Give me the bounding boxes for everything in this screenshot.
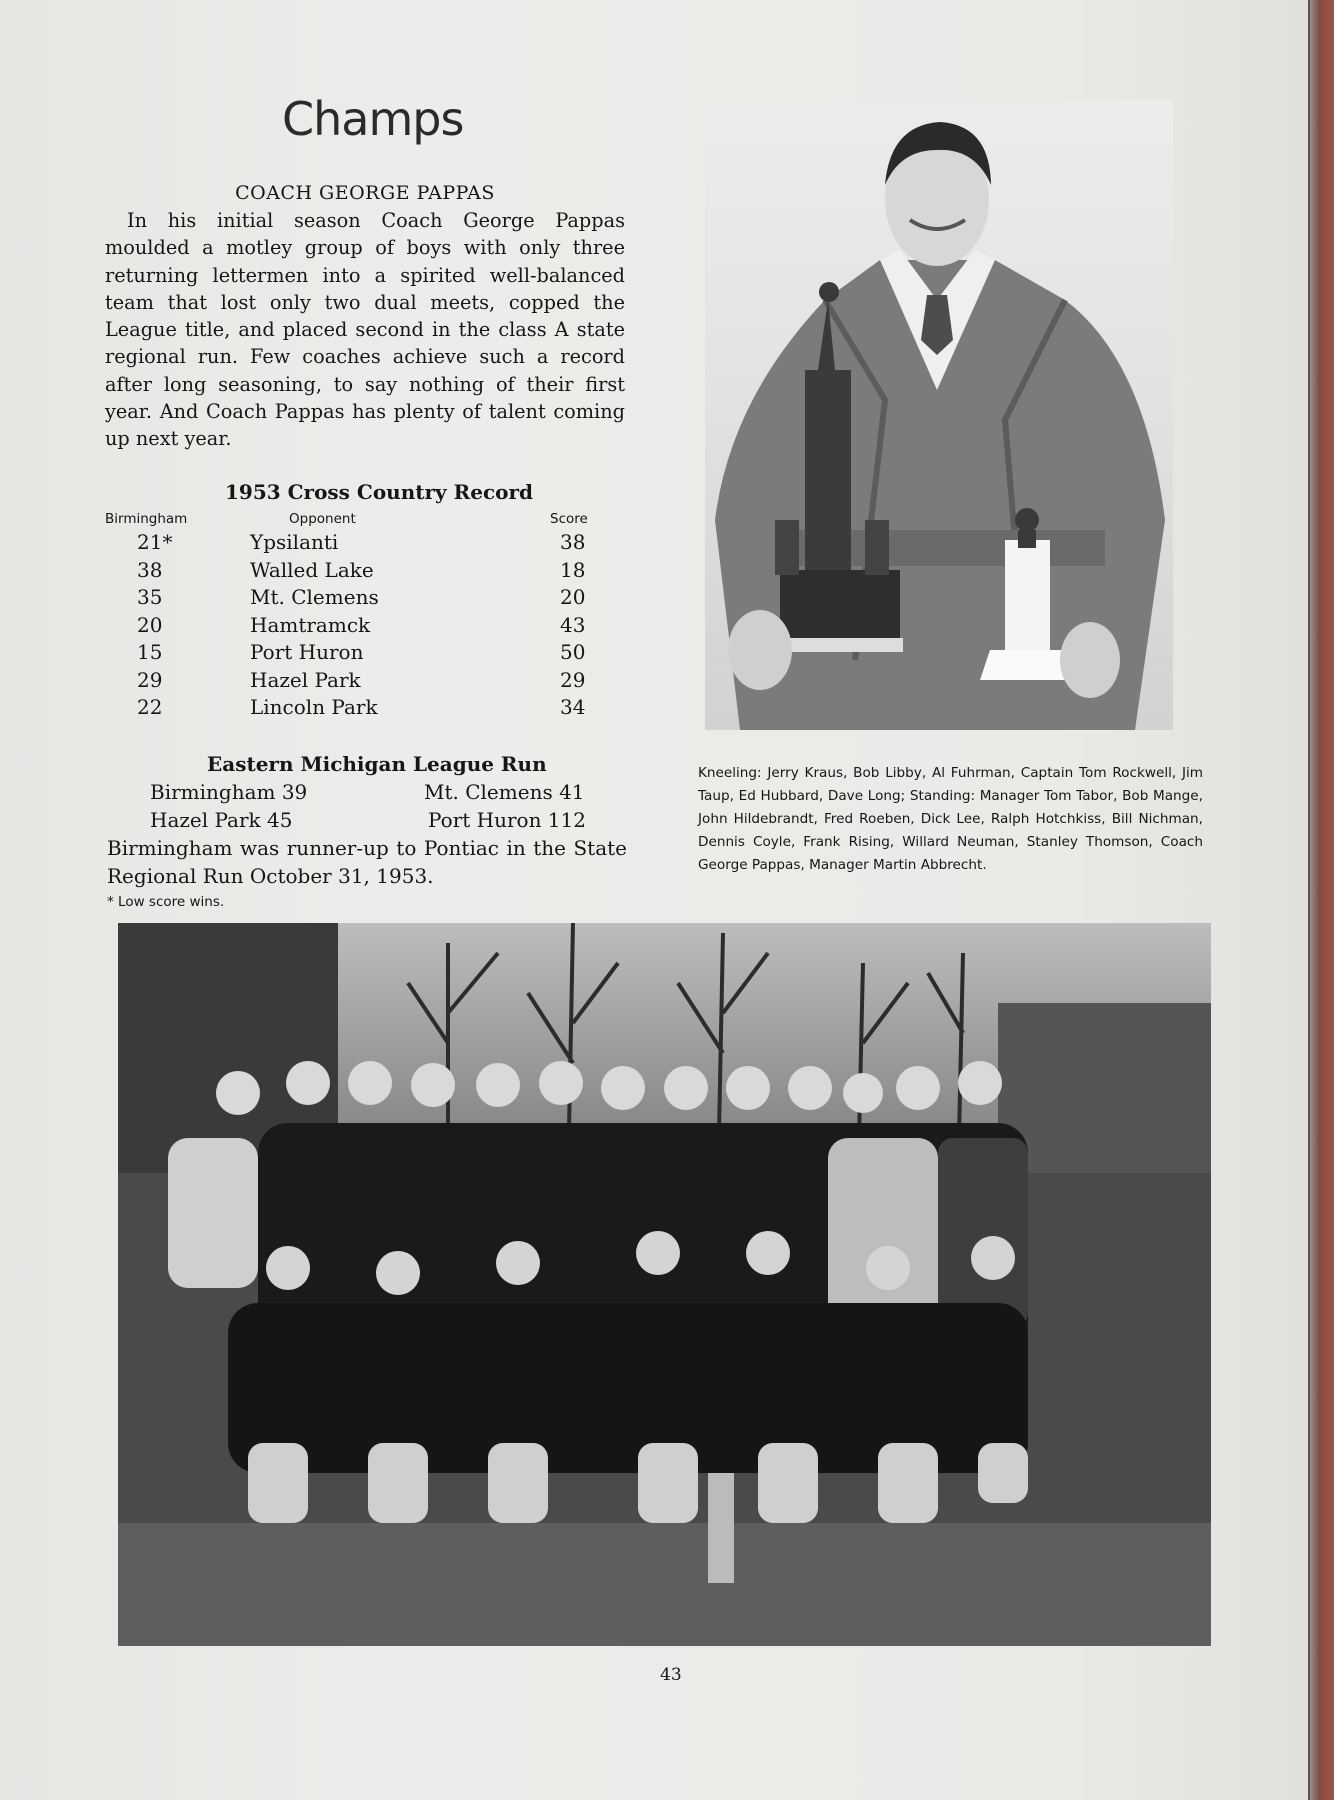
opponent-name: Hazel Park	[250, 667, 361, 692]
opponent-score: 29	[560, 667, 586, 692]
table-row	[105, 613, 600, 641]
opponent-score: 38	[560, 530, 586, 554]
league-result: Mt. Clemens 41	[424, 780, 585, 804]
league-result: Port Huron 112	[428, 808, 586, 832]
opponent-score: 20	[560, 585, 586, 609]
opponent-name: Hamtramck	[250, 612, 371, 637]
coach-trophy-image	[705, 100, 1173, 730]
table-row	[105, 695, 600, 723]
league-title: Eastern Michigan League Run	[207, 752, 547, 776]
team-group-image	[118, 923, 1211, 1646]
coach-paragraph: In his initial season Coach George Pappas moulded a motley group of boys with only three returning lettermen into a spirited well-balanced team that lost only two dual meets, copped the League title, and placed second in the class A state regional run. Few coaches achieve such a record after long seasoning, to say nothing of their first year. And Coach Pappas has plenty of talent coming up next year.	[105, 209, 625, 451]
book-edge	[1310, 0, 1334, 1800]
opponent-name: Lincoln Park	[250, 695, 378, 719]
coach-photo	[705, 100, 1173, 730]
record-header-birmingham: Birmingham	[105, 511, 188, 527]
league-result: Hazel Park 45	[150, 808, 293, 832]
table-row	[105, 585, 600, 613]
record-title: 1953 Cross Country Record	[225, 480, 533, 504]
opponent-name: Ypsilanti	[250, 530, 339, 554]
opponent-name: Walled Lake	[250, 557, 374, 582]
birmingham-score: 15	[137, 640, 163, 664]
birmingham-score: 22	[137, 695, 163, 719]
coach-heading: COACH GEORGE PAPPAS	[235, 182, 495, 204]
birmingham-score: 35	[137, 585, 163, 609]
birmingham-score: 21*	[137, 530, 173, 554]
table-row	[105, 640, 600, 668]
record-header-score: Score	[550, 511, 588, 527]
birmingham-score: 29	[137, 667, 163, 692]
footnote: * Low score wins.	[107, 894, 225, 910]
table-row	[105, 558, 600, 586]
team-photo	[118, 923, 1211, 1646]
birmingham-score: 20	[137, 612, 163, 637]
opponent-score: 34	[560, 695, 586, 719]
record-table	[105, 530, 600, 723]
state-run-note: Birmingham was runner-up to Pontiac in the State Regional Run October 31, 1953.	[107, 836, 627, 888]
opponent-name: Port Huron	[250, 640, 364, 664]
opponent-score: 43	[560, 612, 586, 637]
league-result: Birmingham 39	[150, 780, 308, 804]
birmingham-score: 38	[137, 557, 163, 582]
opponent-score: 18	[560, 557, 586, 582]
team-photo-caption: Kneeling: Jerry Kraus, Bob Libby, Al Fuhrman, Captain Tom Rockwell, Jim Taup, Ed Hubbard, Dave Long; Standing: Manager Tom Tabor, Bob Mange, John Hildebrandt, Fred Roeben, Dick Lee, Ralph Hotchkiss, Bill Nichman, Dennis Coyle, Frank Rising, Willard Neuman, Stanley Thomson, Coach George Pappas, Manager Martin Abbrecht.	[698, 765, 1203, 873]
page-title: Champs	[282, 92, 464, 146]
record-header-opponent: Opponent	[289, 511, 356, 527]
page-number: 43	[660, 1665, 682, 1685]
table-row	[105, 530, 600, 558]
table-row	[105, 668, 600, 696]
opponent-name: Mt. Clemens	[250, 585, 379, 609]
opponent-score: 50	[560, 640, 586, 664]
